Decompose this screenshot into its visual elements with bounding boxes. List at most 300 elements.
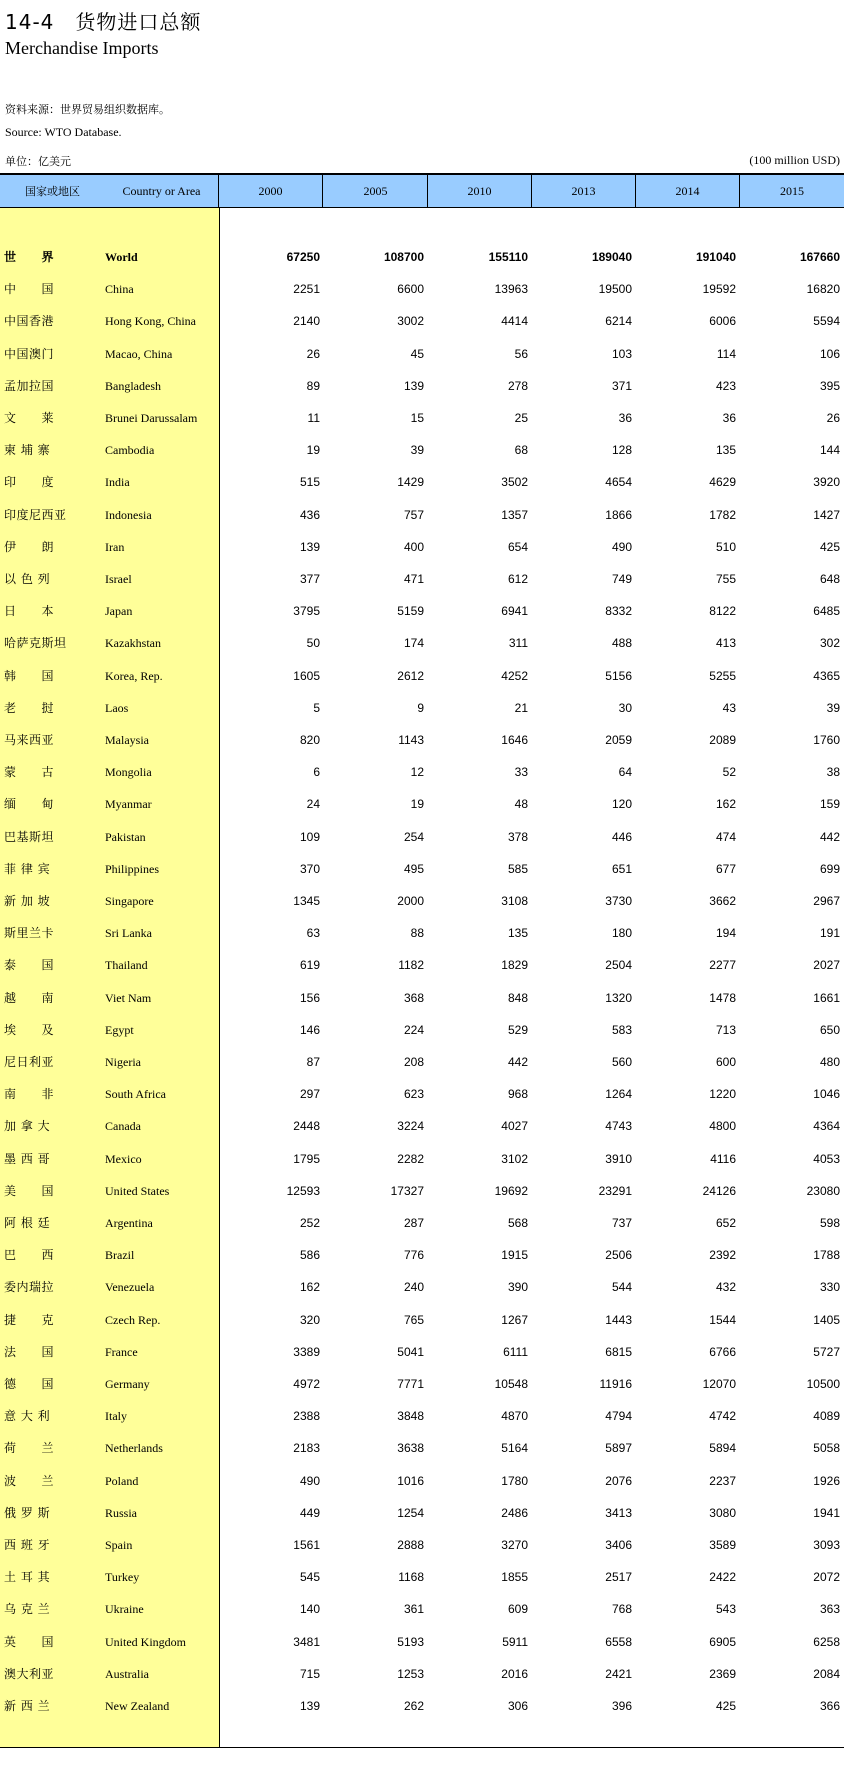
country-name-en: Ukraine	[105, 1602, 144, 1617]
page-title-en: Merchandise Imports	[5, 38, 159, 58]
value-cell: 5911	[502, 1634, 528, 1649]
value-cell: 654	[507, 539, 528, 554]
value-cell: 3102	[501, 1151, 528, 1166]
value-cell: 619	[299, 958, 320, 973]
value-cell: 600	[715, 1055, 736, 1069]
country-name-zh: 孟加拉国	[4, 378, 55, 393]
value-cell: 2506	[605, 1248, 632, 1263]
country-name-zh: 加 拿 大	[4, 1119, 51, 1134]
imports-table	[0, 173, 844, 1748]
country-name-en: New Zealand	[105, 1699, 170, 1713]
table-header	[0, 173, 844, 208]
country-name-zh: 菲 律 宾	[4, 861, 51, 876]
value-cell: 3910	[605, 1151, 632, 1166]
value-cell: 848	[507, 990, 528, 1005]
country-name-en: India	[105, 475, 130, 490]
value-cell: 2612	[397, 668, 424, 683]
country-name-zh: 澳大利亚	[4, 1666, 55, 1681]
country-name-zh: 缅 甸	[4, 797, 55, 812]
value-cell: 254	[403, 829, 424, 844]
country-name-en: Korea, Rep.	[105, 668, 163, 683]
value-cell: 1405	[813, 1312, 840, 1327]
country-name-en: Philippines	[105, 861, 160, 876]
value-cell: 68	[514, 443, 528, 458]
value-cell: 3002	[397, 314, 424, 329]
country-name-en: Hong Kong, China	[105, 314, 196, 329]
value-cell: 50	[306, 636, 320, 651]
value-cell: 5193	[397, 1634, 424, 1649]
value-cell: 371	[611, 378, 632, 393]
value-cell: 224	[403, 1022, 424, 1037]
table-row	[0, 917, 844, 949]
country-name-en: Laos	[105, 700, 129, 715]
value-cell: 490	[611, 539, 632, 554]
value-cell: 36	[618, 411, 632, 425]
country-name-en: Mongolia	[105, 765, 152, 780]
country-name-en: China	[105, 282, 134, 297]
value-cell: 63	[306, 926, 320, 941]
country-name-zh: 中国澳门	[4, 346, 55, 361]
value-cell: 583	[611, 1022, 632, 1037]
value-cell: 88	[410, 926, 424, 941]
value-cell: 302	[819, 636, 840, 651]
value-cell: 6	[313, 765, 320, 780]
country-name-en: World	[105, 250, 138, 264]
value-cell: 114	[716, 346, 736, 361]
value-cell: 5164	[501, 1441, 528, 1456]
country-name-en: Canada	[105, 1119, 141, 1134]
value-cell: 103	[611, 346, 632, 361]
value-cell: 1220	[709, 1087, 736, 1102]
value-cell: 442	[819, 829, 840, 844]
value-cell: 4089	[813, 1409, 840, 1424]
header-year: 2015	[780, 184, 804, 198]
value-cell: 1788	[813, 1248, 840, 1263]
country-name-zh: 柬 埔 寨	[4, 443, 51, 458]
country-name-zh: 哈萨克斯坦	[4, 636, 67, 651]
value-cell: 3848	[397, 1409, 424, 1424]
value-cell: 1267	[501, 1312, 528, 1327]
table-row	[0, 1271, 844, 1303]
value-cell: 765	[403, 1312, 424, 1327]
value-cell: 1795	[293, 1151, 320, 1166]
value-cell: 652	[715, 1216, 736, 1230]
value-cell: 5058	[813, 1441, 840, 1456]
value-cell: 4800	[709, 1119, 736, 1134]
table-row	[0, 821, 844, 853]
table-row	[0, 1561, 844, 1593]
table-row	[0, 1400, 844, 1432]
value-cell: 2888	[397, 1538, 424, 1552]
country-name-zh: 意 大 利	[4, 1409, 51, 1424]
country-name-en: Poland	[105, 1473, 139, 1488]
value-cell: 120	[611, 797, 632, 812]
value-cell: 146	[299, 1022, 320, 1037]
value-cell: 2084	[813, 1666, 840, 1681]
value-cell: 1478	[709, 990, 736, 1005]
country-name-zh: 伊 朗	[4, 539, 55, 554]
value-cell: 544	[611, 1280, 632, 1295]
value-cell: 156	[299, 990, 320, 1005]
value-cell: 2076	[605, 1473, 632, 1488]
value-cell: 39	[410, 443, 424, 458]
value-cell: 159	[819, 797, 840, 812]
value-cell: 3406	[605, 1538, 632, 1552]
value-cell: 330	[819, 1280, 840, 1295]
value-cell: 545	[299, 1570, 320, 1585]
value-cell: 529	[507, 1022, 528, 1037]
country-name-zh: 巴 西	[4, 1248, 55, 1263]
value-cell: 2072	[813, 1570, 840, 1585]
table-row	[0, 1239, 844, 1271]
value-cell: 19	[306, 443, 320, 458]
value-cell: 2089	[709, 733, 736, 747]
value-cell: 5897	[605, 1441, 632, 1456]
country-name-en: Venezuela	[105, 1280, 155, 1295]
value-cell: 23080	[806, 1183, 840, 1198]
value-cell: 1143	[398, 733, 424, 747]
value-cell: 6905	[709, 1634, 736, 1649]
value-cell: 5894	[709, 1441, 736, 1456]
value-cell: 208	[403, 1055, 424, 1069]
country-name-zh: 越 南	[4, 990, 55, 1005]
table-bottom-rule	[0, 1747, 844, 1748]
country-name-en: Brunei Darussalam	[105, 411, 198, 425]
value-cell: 648	[819, 572, 840, 586]
table-row	[0, 1658, 844, 1690]
value-cell: 167660	[799, 250, 840, 264]
value-cell: 2967	[813, 894, 840, 908]
value-cell: 425	[715, 1699, 736, 1713]
value-cell: 1855	[501, 1570, 528, 1585]
value-cell: 2251	[293, 282, 320, 297]
value-cell: 144	[819, 443, 840, 458]
country-name-en: Kazakhstan	[105, 636, 161, 651]
table-row	[0, 370, 844, 402]
table-row	[0, 660, 844, 692]
value-cell: 1866	[605, 507, 632, 522]
value-cell: 33	[514, 765, 528, 780]
value-cell: 968	[507, 1087, 528, 1102]
value-cell: 3662	[709, 894, 736, 908]
value-cell: 7771	[397, 1377, 424, 1391]
value-cell: 1760	[813, 733, 840, 747]
value-cell: 162	[715, 797, 736, 812]
country-name-zh: 德 国	[4, 1377, 55, 1391]
country-name-zh: 俄 罗 斯	[4, 1505, 51, 1520]
header-year: 2005	[324, 175, 428, 208]
header-year: 2013	[532, 175, 636, 208]
value-cell: 609	[507, 1602, 528, 1617]
value-cell: 6485	[813, 604, 840, 619]
table-row	[0, 305, 844, 337]
table-row	[0, 1207, 844, 1239]
value-cell: 612	[507, 572, 528, 586]
value-cell: 1782	[709, 507, 736, 522]
table-row	[0, 241, 844, 273]
country-name-en: Japan	[105, 604, 133, 619]
value-cell: 180	[611, 926, 632, 941]
value-cell: 650	[819, 1022, 840, 1037]
table-row	[0, 1529, 844, 1561]
value-cell: 1320	[605, 990, 632, 1005]
table-row	[0, 595, 844, 627]
country-name-en: United Kingdom	[105, 1634, 186, 1649]
value-cell: 1561	[293, 1538, 320, 1552]
value-cell: 2000	[397, 894, 424, 908]
value-cell: 6214	[605, 314, 632, 329]
table-row	[0, 402, 844, 434]
value-cell: 5255	[709, 668, 736, 683]
value-cell: 162	[299, 1280, 320, 1295]
value-cell: 2422	[709, 1570, 736, 1585]
value-cell: 488	[611, 636, 632, 651]
value-cell: 510	[715, 539, 736, 554]
value-cell: 1829	[501, 958, 528, 973]
country-name-en: Myanmar	[105, 797, 152, 812]
country-name-zh: 蒙 古	[4, 765, 55, 780]
value-cell: 48	[514, 797, 528, 812]
value-cell: 1253	[397, 1666, 424, 1681]
value-cell: 139	[403, 378, 424, 393]
value-cell: 26	[826, 411, 840, 425]
value-cell: 1926	[813, 1473, 840, 1488]
value-cell: 515	[299, 475, 320, 490]
value-cell: 2504	[605, 958, 632, 973]
value-cell: 3224	[397, 1119, 424, 1134]
value-cell: 651	[611, 861, 632, 876]
value-cell: 1016	[397, 1473, 424, 1488]
value-cell: 191040	[695, 250, 736, 264]
value-cell: 568	[507, 1216, 528, 1230]
country-name-en: Singapore	[105, 894, 154, 908]
value-cell: 174	[403, 636, 424, 651]
value-cell: 3730	[605, 894, 632, 908]
table-row	[0, 1593, 844, 1625]
value-cell: 3270	[501, 1538, 528, 1552]
value-cell: 4629	[709, 475, 736, 490]
table-row	[0, 1465, 844, 1497]
value-cell: 19500	[598, 282, 632, 297]
value-cell: 1357	[501, 507, 528, 522]
country-name-en: Viet Nam	[105, 990, 152, 1005]
value-cell: 3920	[813, 475, 840, 490]
value-cell: 16820	[806, 282, 840, 297]
value-cell: 108700	[383, 250, 424, 264]
country-name-en: Thailand	[105, 958, 148, 973]
country-name-en: Netherlands	[105, 1441, 163, 1456]
value-cell: 749	[611, 572, 632, 586]
header-year: 2014	[636, 175, 740, 208]
country-name-zh: 世 界	[4, 250, 55, 264]
value-cell: 6815	[605, 1344, 632, 1359]
country-name-zh: 新 西 兰	[4, 1699, 51, 1713]
value-cell: 5041	[397, 1344, 424, 1359]
value-cell: 10548	[494, 1377, 528, 1391]
value-cell: 1915	[501, 1248, 528, 1263]
value-cell: 755	[715, 572, 736, 586]
value-cell: 306	[507, 1699, 528, 1713]
value-cell: 4365	[813, 668, 840, 683]
country-name-en: Egypt	[105, 1022, 134, 1037]
country-name-zh: 老 挝	[4, 700, 55, 715]
table-row	[0, 1175, 844, 1207]
value-cell: 757	[403, 507, 424, 522]
value-cell: 5727	[813, 1344, 840, 1359]
country-name-zh: 新 加 坡	[4, 894, 51, 908]
value-cell: 4252	[501, 668, 528, 683]
value-cell: 446	[611, 829, 632, 844]
value-cell: 15	[410, 411, 424, 425]
value-cell: 3108	[501, 894, 528, 908]
value-cell: 2392	[709, 1248, 736, 1263]
value-cell: 623	[403, 1087, 424, 1102]
country-name-en: Pakistan	[105, 829, 146, 844]
value-cell: 23291	[598, 1183, 632, 1198]
country-name-zh: 印 度	[4, 475, 55, 490]
value-cell: 2016	[501, 1666, 528, 1681]
value-cell: 19	[410, 797, 424, 812]
value-cell: 1264	[605, 1087, 632, 1102]
country-name-zh: 阿 根 廷	[4, 1216, 51, 1230]
value-cell: 2237	[709, 1473, 736, 1488]
value-cell: 1544	[709, 1312, 736, 1327]
table-row	[0, 273, 844, 305]
country-name-en: Macao, China	[105, 346, 173, 361]
country-name-en: Germany	[105, 1377, 150, 1391]
value-cell: 1168	[398, 1570, 424, 1585]
country-name-zh: 土 耳 其	[4, 1570, 51, 1585]
country-name-en: France	[105, 1344, 138, 1359]
value-cell: 368	[403, 990, 424, 1005]
value-cell: 12070	[702, 1377, 736, 1391]
country-name-zh: 美 国	[4, 1183, 55, 1198]
country-name-zh: 波 兰	[4, 1473, 55, 1488]
value-cell: 36	[722, 411, 736, 425]
value-cell: 1046	[813, 1087, 840, 1102]
value-cell: 4794	[605, 1409, 632, 1424]
country-name-zh: 以 色 列	[4, 572, 51, 586]
table-row	[0, 1014, 844, 1046]
value-cell: 432	[715, 1280, 736, 1295]
country-name-en: Mexico	[105, 1151, 142, 1166]
value-cell: 4870	[501, 1409, 528, 1424]
value-cell: 64	[618, 765, 632, 780]
table-row	[0, 724, 844, 756]
country-name-zh: 日 本	[4, 604, 55, 619]
value-cell: 820	[299, 733, 320, 747]
value-cell: 25	[514, 411, 528, 425]
country-name-en: Iran	[105, 539, 125, 554]
table-row	[0, 466, 844, 498]
unit-label-en: (100 million USD)	[749, 153, 840, 167]
country-name-zh: 文 莱	[4, 411, 55, 425]
value-cell: 189040	[591, 250, 632, 264]
unit-label-zh: 单位：亿美元	[5, 155, 71, 168]
country-name-en: Spain	[105, 1538, 133, 1552]
value-cell: 413	[715, 636, 736, 651]
value-cell: 106	[819, 346, 840, 361]
table-row	[0, 1143, 844, 1175]
value-cell: 396	[611, 1699, 632, 1713]
value-cell: 1345	[293, 894, 320, 908]
value-cell: 4414	[501, 314, 528, 329]
value-cell: 8332	[605, 604, 632, 619]
value-cell: 311	[508, 636, 528, 651]
country-name-en: Cambodia	[105, 443, 155, 458]
table-row	[0, 692, 844, 724]
value-cell: 5156	[605, 668, 632, 683]
value-cell: 2369	[709, 1666, 736, 1681]
value-cell: 6558	[605, 1634, 632, 1649]
value-cell: 6111	[503, 1344, 528, 1359]
value-cell: 715	[299, 1666, 320, 1681]
value-cell: 366	[819, 1699, 840, 1713]
value-cell: 4654	[605, 475, 632, 490]
value-cell: 52	[722, 765, 736, 780]
value-cell: 194	[715, 926, 736, 941]
value-cell: 1646	[501, 733, 528, 747]
country-name-zh: 斯里兰卡	[4, 926, 55, 941]
country-name-zh: 英 国	[4, 1634, 55, 1649]
country-name-zh: 荷 兰	[4, 1441, 55, 1456]
country-name-zh: 泰 国	[4, 958, 55, 973]
country-name-en: Malaysia	[105, 733, 149, 747]
value-cell: 10500	[806, 1377, 840, 1391]
table-row	[0, 338, 844, 370]
value-cell: 2027	[813, 958, 840, 973]
value-cell: 1780	[501, 1473, 528, 1488]
value-cell: 474	[715, 829, 736, 844]
value-cell: 370	[299, 861, 320, 876]
value-cell: 2183	[293, 1441, 320, 1456]
table-row	[0, 531, 844, 563]
value-cell: 4364	[813, 1119, 840, 1134]
country-name-en: Sri Lanka	[105, 926, 152, 941]
value-cell: 4972	[293, 1377, 320, 1391]
country-name-en: Turkey	[105, 1570, 140, 1585]
value-cell: 2388	[293, 1409, 320, 1424]
value-cell: 128	[611, 443, 632, 458]
value-cell: 2282	[397, 1151, 424, 1166]
country-name-en: Italy	[105, 1409, 127, 1424]
value-cell: 2486	[501, 1505, 528, 1520]
value-cell: 442	[507, 1055, 528, 1069]
value-cell: 4742	[709, 1409, 736, 1424]
value-cell: 390	[507, 1280, 528, 1295]
value-cell: 495	[403, 861, 424, 876]
value-cell: 4743	[605, 1119, 632, 1134]
value-cell: 2421	[605, 1666, 632, 1681]
country-name-zh: 南 非	[4, 1087, 55, 1102]
value-cell: 4053	[813, 1151, 840, 1166]
table-row	[0, 1078, 844, 1110]
table-row	[0, 949, 844, 981]
value-cell: 17327	[390, 1183, 424, 1198]
value-cell: 4116	[710, 1151, 736, 1166]
table-row	[0, 1690, 844, 1722]
value-cell: 45	[410, 346, 424, 361]
country-name-zh: 中国香港	[4, 314, 55, 329]
value-cell: 471	[403, 572, 424, 586]
value-cell: 2448	[293, 1119, 320, 1134]
country-name-zh: 乌 克 兰	[4, 1602, 51, 1617]
value-cell: 140	[299, 1602, 320, 1617]
value-cell: 39	[826, 700, 840, 715]
country-name-en: Indonesia	[105, 507, 152, 522]
country-name-en: Australia	[105, 1666, 149, 1681]
country-name-zh: 尼日利亚	[4, 1055, 55, 1069]
